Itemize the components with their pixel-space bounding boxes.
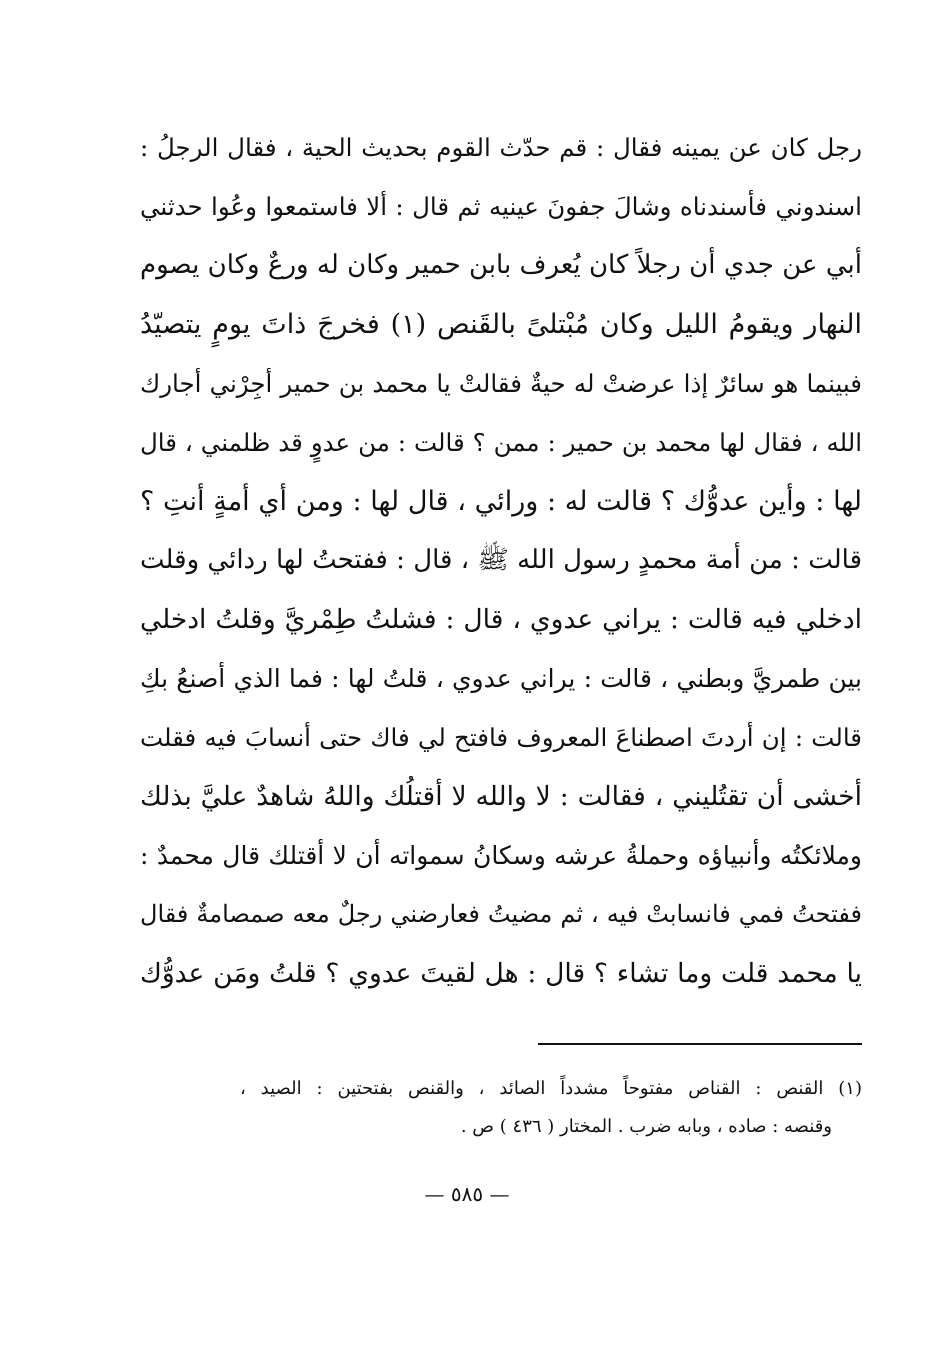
text-line: اسندوني فأسندناه وشالَ جفونَ عينيه ثم قال : ألا فاستمعوا وعُوا حدثني	[140, 192, 862, 221]
text-line: أخشى أن تقتُليني ، فقالت : لا والله لا أقتلُك واللهُ شاهدٌ عليَّ بذلك	[140, 781, 862, 812]
text-line: قالت : إن أردتَ اصطناعَ المعروف فافتح لي فاك حتى أنسابَ فيه فقلت	[140, 723, 862, 752]
text-line: ففتحتُ فمي فانسابتْ فيه ، ثم مضيتُ فعارضني رجلٌ معه صمصامةٌ فقال	[140, 900, 862, 928]
text-line: رجل كان عن يمينه فقال : قم حدّث القوم بحديث الحية ، فقال الرجلُ :	[140, 133, 862, 162]
footnote-divider	[538, 1043, 862, 1045]
text-line: وملائكتُه وأنبياؤه وحملةُ عرشه وسكانُ سمواته أن لا أقتلك قال محمدٌ :	[140, 841, 862, 870]
main-text	[140, 118, 862, 1003]
page-number: — ٥٨٥ —	[424, 1182, 510, 1206]
text-line: النهار ويقومُ الليل وكان مُبْتلىً بالقَنص (١) فخرجَ ذاتَ يومٍ يتصيّدُ	[140, 309, 862, 340]
footnote-line: (١) القنص : القناص مفتوحاً مشدداً الصائد ، والقنص بفتحتين : الصيد ،	[240, 1078, 862, 1099]
text-line: قالت : من أمة محمدٍ رسول الله ﷺ ، قال : ففتحتُ لها ردائي وقلت	[140, 545, 862, 575]
text-line: ادخلي فيه قالت : يراني عدوي ، قال : فشلتُ طِمْريَّ وقلتُ ادخلي	[140, 604, 862, 635]
footnote	[240, 1070, 862, 1146]
text-line: بين طمريَّ وبطني ، قالت : يراني عدوي ، قلتُ لها : فما الذي أصنعُ بكِ	[140, 664, 862, 693]
text-line: لها : وأين عدوُّك ؟ قالت له : ورائي ، قال لها : ومن أي أمةٍ أنتِ ؟	[140, 486, 862, 517]
text-line: يا محمد قلت وما تشاء ؟ قال : هل لقيتَ عدوي ؟ قلتُ ومَن عدوُّك	[140, 958, 862, 989]
text-line: أبي عن جدي أن رجلاً كان يُعرف بابن حمير وكان له ورعٌ وكان يصوم	[140, 250, 862, 280]
footnote-line: وقنصه : صاده ، وبابه ضرب . المختار ( ٤٣٦ ) ص .	[460, 1116, 832, 1137]
text-line: فبينما هو سائرٌ إذا عرضتْ له حيةٌ فقالتْ يا محمد بن حمير أجِرْني أجارك	[140, 369, 862, 398]
text-line: الله ، فقال لها محمد بن حمير : ممن ؟ قالت : من عدوٍ قد ظلمني ، قال	[140, 428, 862, 457]
